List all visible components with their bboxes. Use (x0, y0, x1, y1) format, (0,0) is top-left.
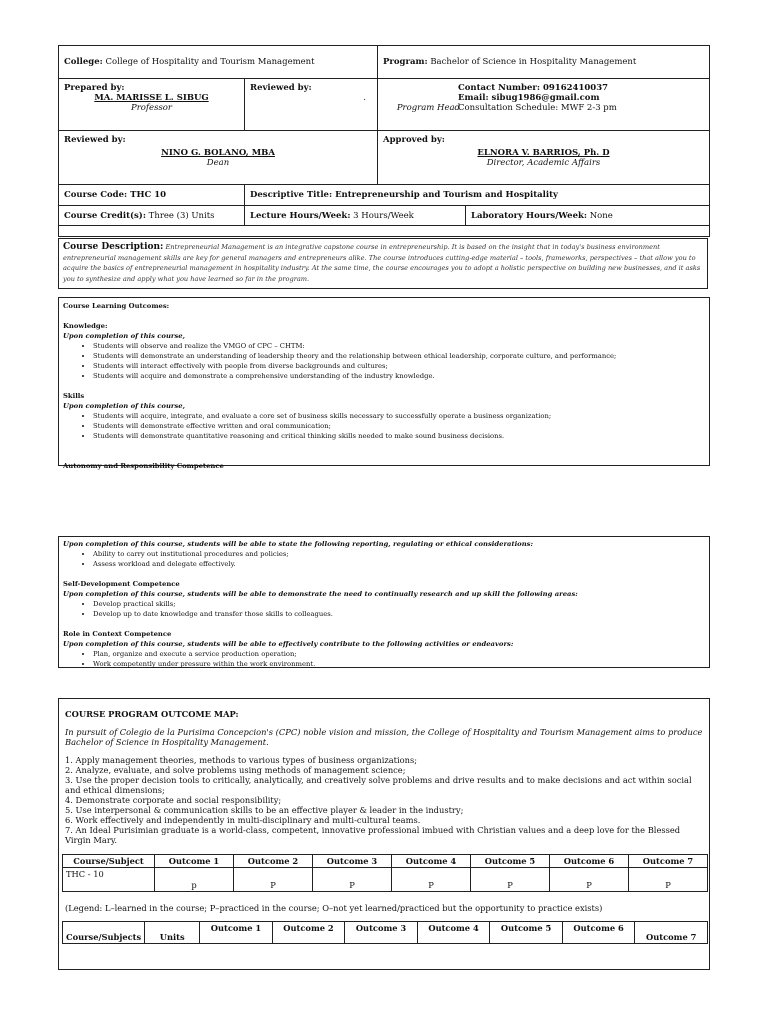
role-list (63, 649, 705, 669)
table-header: Outcome 7 (629, 855, 708, 868)
lecture-label: Lecture Hours/Week: (250, 210, 351, 221)
contact-email: Email: sibug1986@gmail.com (458, 93, 600, 103)
lecture-hours-cell (245, 206, 466, 226)
college-value: College of Hospitality and Tourism Management (105, 57, 315, 67)
units-outcome-table (62, 921, 708, 944)
list-item: 1. Apply management theories, methods to various types of business organizations; (65, 755, 418, 765)
table-header: Outcome 3 (345, 922, 418, 944)
selfdev-label: Self-Development Competence (63, 580, 180, 588)
consultation-schedule: Consultation Schedule: MWF 2-3 pm (458, 103, 617, 113)
blank-row (59, 226, 710, 237)
credit-label: Course Credit(s): (64, 210, 146, 221)
list-item: • Students will demonstrate effective written and oral communication; (93, 421, 705, 431)
program-outcomes-list (65, 755, 703, 845)
dean-role: Dean (206, 158, 230, 168)
table-row (63, 868, 708, 892)
lab-value: None (589, 210, 613, 221)
lab-label: Laboratory Hours/Week: (471, 210, 587, 221)
list-item: • Students will demonstrate an understanding of leadership theory and the relationship between ethical leadership, corporate culture, and performance; (93, 351, 705, 361)
table-header: Outcome 5 (490, 922, 563, 944)
table-cell: P (629, 868, 708, 892)
table-header: Outcome 4 (392, 855, 471, 868)
learning-outcomes-title: Course Learning Outcomes: (63, 302, 170, 310)
approved-label: Approved by: (383, 135, 445, 145)
skills-list (63, 411, 705, 441)
table-header: Outcome 1 (200, 922, 273, 944)
list-item: • Work competently under pressure within the work environment. (93, 659, 705, 669)
list-item: • Students will demonstrate quantitative reasoning and critical thinking skills needed to make sound business decisions. (93, 431, 705, 441)
program-map-intro: In pursuit of Colegio de la Purisima Concepcion's (CPC) noble vision and mission, the College of Hospitality and Tourism Management aims to produce Bachelor of Science in Hospitality Management. (65, 727, 703, 747)
course-code: Course Code: THC 10 (59, 185, 245, 206)
list-item: • Ability to carry out institutional procedures and policies; (93, 549, 705, 559)
course-credit-cell (59, 206, 245, 226)
college-label: College: (64, 57, 103, 67)
program-value: Bachelor of Science in Hospitality Management (430, 57, 637, 67)
outcome-map-table (62, 854, 708, 892)
contact-number: Contact Number: 09162410037 (458, 83, 609, 93)
autonomy-label: Autonomy and Responsibility Competence (63, 462, 224, 470)
knowledge-sub: Upon completion of this course, (63, 332, 185, 340)
skills-sub: Upon completion of this course, (63, 402, 185, 410)
list-item: 6. Work effectively and independently in multi-disciplinary and multi-cultural teams. (65, 815, 421, 825)
role-sub: Upon completion of this course, students will be able to effectively contribute to the following activities or endeavors: (63, 640, 514, 648)
dean-cell (59, 131, 378, 185)
knowledge-label: Knowledge: (63, 322, 108, 330)
table-header: Course/Subjects (63, 922, 145, 944)
table-header: Outcome 1 (155, 855, 234, 868)
syllabus-header-table (58, 45, 710, 237)
table-cell: P (550, 868, 629, 892)
skills-label: Skills (63, 392, 85, 400)
prepared-role: Professor (131, 103, 172, 113)
reviewed-role: Program Head (396, 103, 460, 113)
list-item: 5. Use interpersonal & communication skills to be an effective player & leader in the industry; (65, 805, 464, 815)
list-item: 3. Use the proper decision tools to critically, analytically, and creatively solve problems and drive results and to make decisions and act within social and ethical dimensions; (65, 775, 692, 795)
prepared-cell (59, 79, 245, 131)
course-description-label: Course Description: (63, 242, 164, 252)
list-item: 7. An Ideal Purisimian graduate is a world-class, competent, innovative professional imbued with Christian values and a deep love for the Blessed Virgin Mary. (65, 825, 681, 845)
list-item: • Students will acquire, integrate, and evaluate a core set of business skills necessary to successfully operate a business organization; (93, 411, 705, 421)
table-cell: P (234, 868, 313, 892)
descriptive-title: Descriptive Title: Entrepreneurship and Tourism and Hospitality (245, 185, 710, 206)
lecture-value: 3 Hours/Week (353, 210, 414, 221)
reviewed-cell (245, 79, 460, 131)
knowledge-list (63, 341, 705, 381)
college-cell (59, 46, 378, 79)
list-item: 4. Demonstrate corporate and social responsibility; (65, 795, 282, 805)
autonomy-sub: Upon completion of this course, students will be able to state the following reporting, regulating or ethical considerations: (63, 540, 533, 548)
program-map-title: COURSE PROGRAM OUTCOME MAP: (65, 709, 239, 719)
list-item: • Assess workload and delegate effectively. (93, 559, 705, 569)
approved-name: ELNORA V. BARRIOS, Ph. D (477, 148, 610, 158)
course-description-text: Entrepreneurial Management is an integrative capstone course in entrepreneurship. It is based on the insight that in today's business environment entrepreneurial management skills are key for general managers and entrepreneurs alike. The course introduces cutting-edge material – tools, frameworks, perspectives – that allow you to acquire the basics of entrepreneurial management in hospitality industry. At the same time, the course encourages you to adopt a holistic perspective on building new businesses, and it asks you to synthesize and apply what you have learned so far in the program. (63, 243, 701, 283)
reviewed2-label: Reviewed by: (64, 135, 126, 145)
autonomy-list (63, 549, 705, 569)
role-label: Role in Context Competence (63, 630, 172, 638)
selfdev-sub: Upon completion of this course, students will be able to demonstrate the need to continually research and up skill the following areas: (63, 590, 578, 598)
approved-role: Director, Academic Affairs (486, 158, 601, 168)
lab-hours-cell (466, 206, 710, 226)
table-header: Outcome 3 (313, 855, 392, 868)
table-header: Outcome 6 (562, 922, 635, 944)
table-header: Outcome 6 (550, 855, 629, 868)
list-item: • Students will interact effectively with people from diverse backgrounds and cultures; (93, 361, 705, 371)
table-header: Units (145, 922, 200, 944)
competence-box (58, 536, 710, 668)
table-header: Course/Subject (63, 855, 155, 868)
program-cell (378, 46, 710, 79)
list-item: 2. Analyze, evaluate, and solve problems using methods of management science; (65, 765, 406, 775)
prepared-name: MA. MARISSE L. SIBUG (94, 93, 209, 103)
table-header: Outcome 4 (417, 922, 490, 944)
table-header: Outcome 5 (471, 855, 550, 868)
list-item: • Develop practical skills; (93, 599, 705, 609)
table-cell: P (313, 868, 392, 892)
credit-value: Three (3) Units (148, 210, 215, 221)
program-label: Program: (383, 57, 428, 67)
table-header: Outcome 7 (635, 922, 708, 944)
program-outcome-map (58, 698, 710, 970)
reviewed-label: Reviewed by: (250, 83, 312, 93)
table-cell: P (392, 868, 471, 892)
legend-text: (Legend: L–learned in the course; P–practiced in the course; O–not yet learned/practiced but the opportunity to practice exists) (65, 903, 603, 913)
table-cell: THC - 10 (63, 868, 155, 892)
table-cell: P (471, 868, 550, 892)
reviewed-dot: . (363, 93, 366, 103)
table-header: Outcome 2 (272, 922, 345, 944)
list-item: • Develop up to date knowledge and transfer those skills to colleagues. (93, 609, 705, 619)
list-item: • Students will observe and realize the VMGO of CPC – CHTM: (93, 341, 705, 351)
prepared-label: Prepared by: (64, 83, 125, 93)
selfdev-list (63, 599, 705, 619)
table-header: Outcome 2 (234, 855, 313, 868)
table-cell: p (155, 868, 234, 892)
approved-cell (378, 131, 710, 185)
dean-name: NINO G. BOLANO, MBA (161, 148, 275, 158)
course-description (58, 238, 708, 289)
learning-outcomes-box (58, 297, 710, 470)
list-item: • Students will acquire and demonstrate a comprehensive understanding of the industry knowledge. (93, 371, 705, 381)
list-item: • Plan, organize and execute a service production operation; (93, 649, 705, 659)
